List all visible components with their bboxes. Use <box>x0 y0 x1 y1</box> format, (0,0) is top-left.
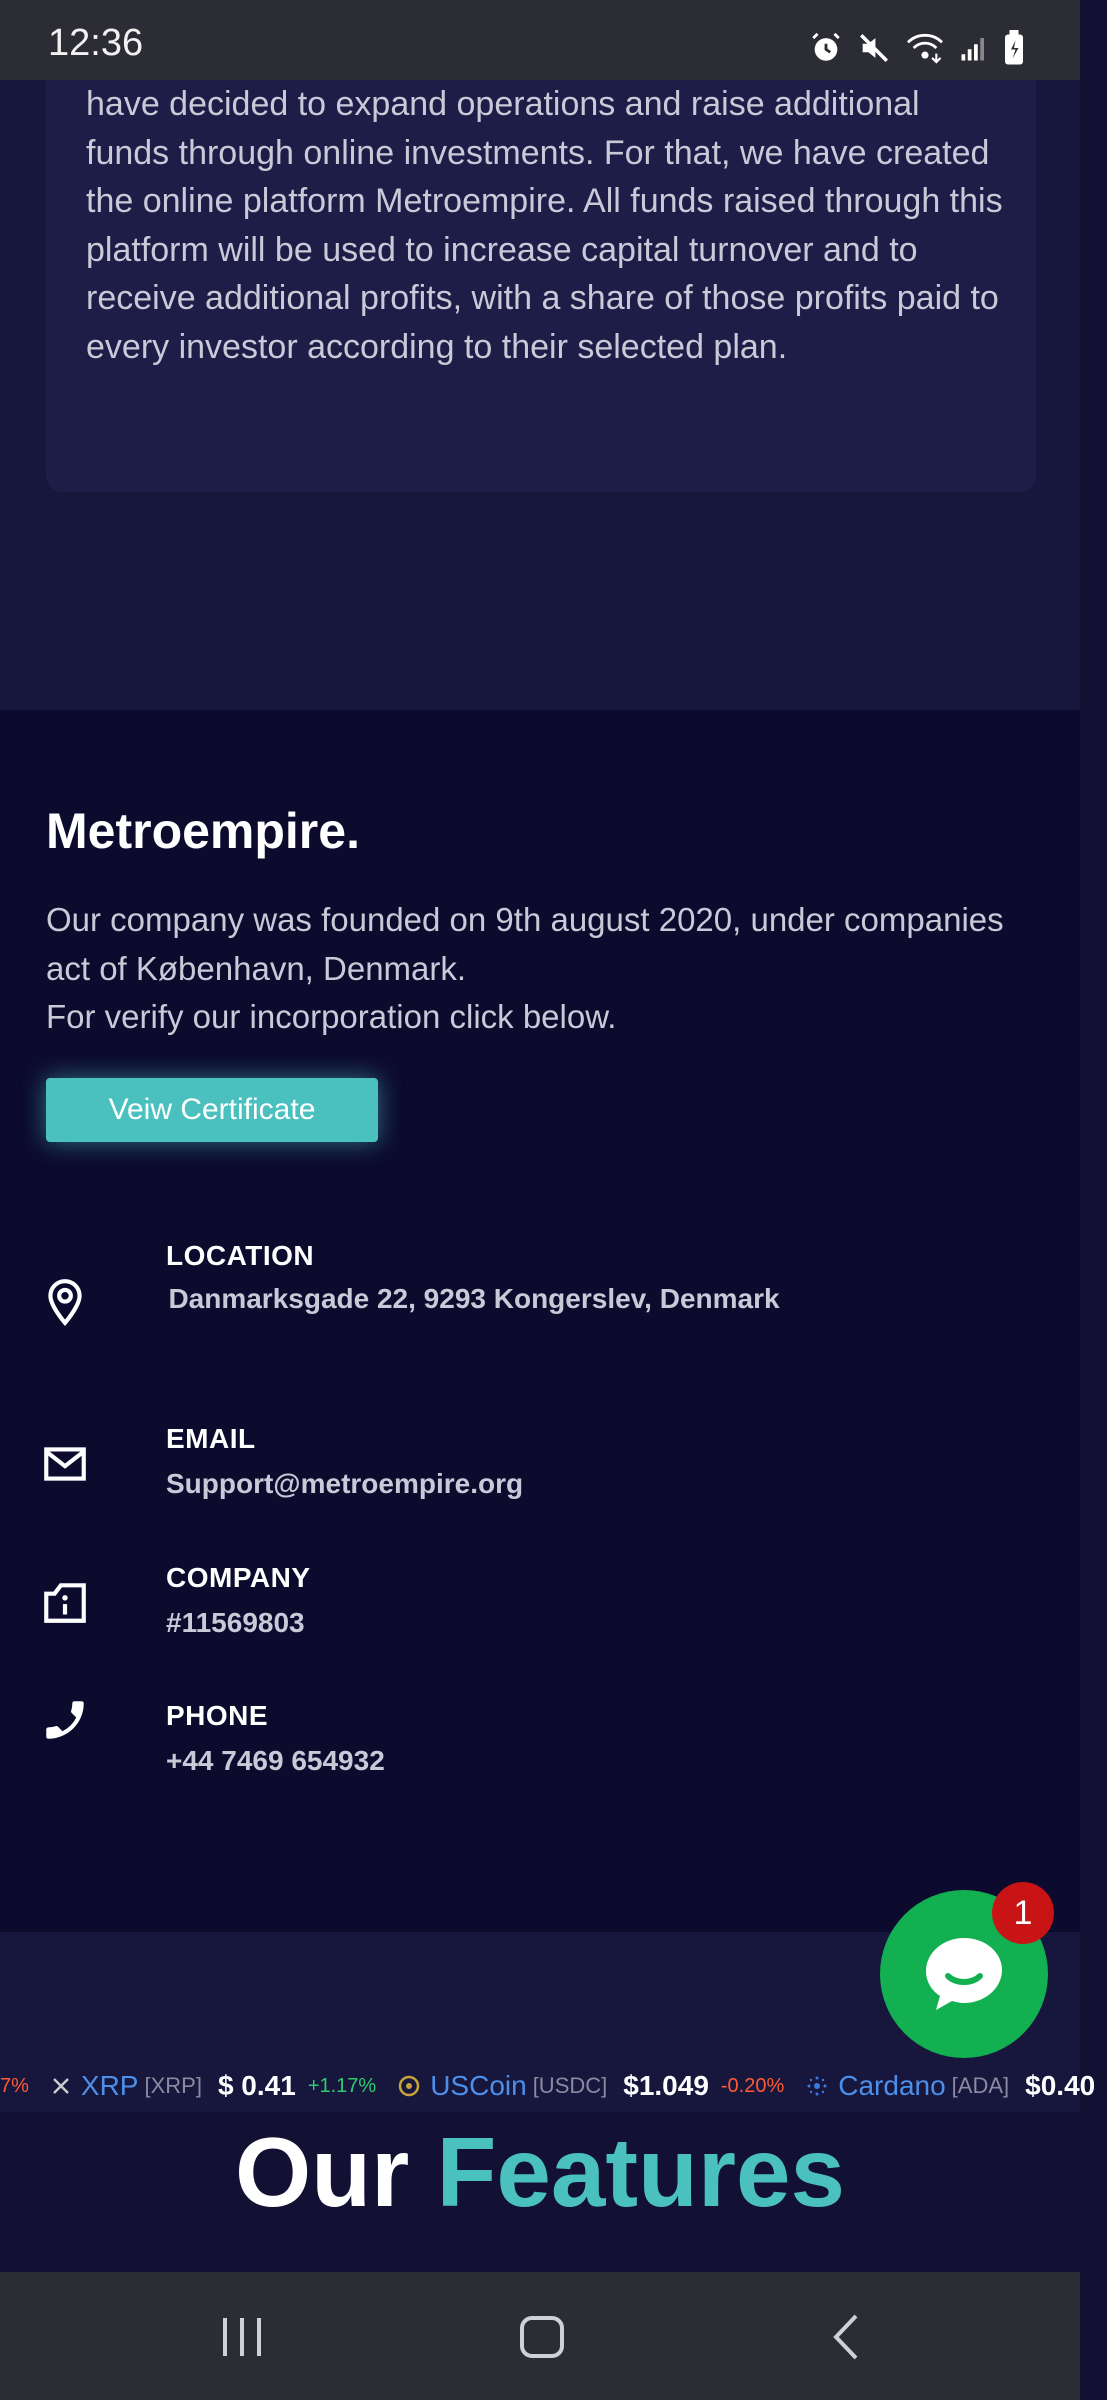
company-label: COMPANY <box>166 1562 311 1593</box>
cardano-icon <box>806 2075 828 2097</box>
about-text: have decided to expand operations and raise additional funds through online investments. For that, we have created the online platform Metroempire. All funds raised through this platform will be used to increase capital turnover and to receive additional profits, with a share of those profits paid to every investor according to their selected plan. <box>86 85 1003 366</box>
footer <box>0 710 1080 1932</box>
ticker-item-xrp <box>51 2070 376 2102</box>
ticker-symbol: [XRP] <box>144 2073 202 2098</box>
crypto-ticker <box>0 2060 1096 2112</box>
mail-icon <box>40 1439 90 1489</box>
alarm-icon <box>809 31 843 65</box>
about-card <box>46 80 1036 492</box>
ticker-price: $0.40 <box>1025 2070 1096 2101</box>
ticker-name: XRP <box>80 2070 139 2101</box>
ticker-item-ada <box>806 2070 1107 2102</box>
about-section <box>0 80 1080 710</box>
usdcoin-icon <box>398 2075 420 2097</box>
location-value: Danmarksgade 22, 9293 Kongerslev, Denmark <box>168 1283 780 1314</box>
status-bar <box>0 0 1080 80</box>
ticker-name: Cardano <box>838 2070 946 2101</box>
status-time: 12:36 <box>48 22 144 64</box>
xrp-icon <box>51 2076 71 2096</box>
features-title-word2: Features <box>436 2117 845 2227</box>
battery-icon <box>1003 30 1025 66</box>
chat-notification-badge: 1 <box>992 1882 1054 1944</box>
home-button[interactable] <box>512 2312 572 2362</box>
signal-icon <box>959 33 989 63</box>
features-title-word1: Our <box>235 2117 410 2227</box>
ticker-symbol: [USDC] <box>532 2073 608 2098</box>
mute-icon <box>857 31 891 65</box>
view-certificate-button[interactable]: Veiw Certificate <box>46 1078 378 1142</box>
ticker-symbol: [ADA] <box>951 2073 1010 2098</box>
ticker-change: +1.17% <box>307 2074 377 2097</box>
ticker-change: -0.20% <box>720 2074 785 2097</box>
company-building-icon <box>40 1577 90 1627</box>
ticker-item-partial <box>0 2075 29 2098</box>
chat-bubble-icon <box>914 1924 1014 2024</box>
email-value[interactable]: Support@metroempire.org <box>166 1468 524 1499</box>
ticker-price: $1.049 <box>623 2070 709 2101</box>
phone-label: PHONE <box>166 1700 269 1731</box>
ticker-name: USCoin <box>430 2070 527 2101</box>
features-title <box>0 2116 1080 2229</box>
phone-value[interactable]: +44 7469 654932 <box>166 1745 385 1776</box>
ticker-price: $ 0.41 <box>217 2070 296 2101</box>
footer-description-line1: Our company was founded on 9th august 2020, under companies act of København, Denmark. <box>46 901 1004 987</box>
location-label: LOCATION <box>166 1240 315 1271</box>
location-pin-icon <box>40 1277 90 1327</box>
company-value: #11569803 <box>166 1607 305 1638</box>
ticker-item-usdc <box>398 2070 784 2102</box>
phone-icon <box>40 1695 90 1745</box>
status-icons <box>809 30 1025 66</box>
recent-apps-button[interactable] <box>212 2312 272 2362</box>
system-navigation-bar <box>0 2272 1080 2400</box>
footer-description-line2: For verify our incorporation click below. <box>46 998 617 1035</box>
email-label: EMAIL <box>166 1423 256 1454</box>
back-button[interactable] <box>816 2312 876 2362</box>
ticker-change: 7% <box>0 2074 29 2097</box>
wifi-icon <box>905 31 945 65</box>
footer-description <box>46 896 1046 1042</box>
features-section <box>0 2112 1080 2272</box>
footer-brand: Metroempire. <box>46 803 360 859</box>
